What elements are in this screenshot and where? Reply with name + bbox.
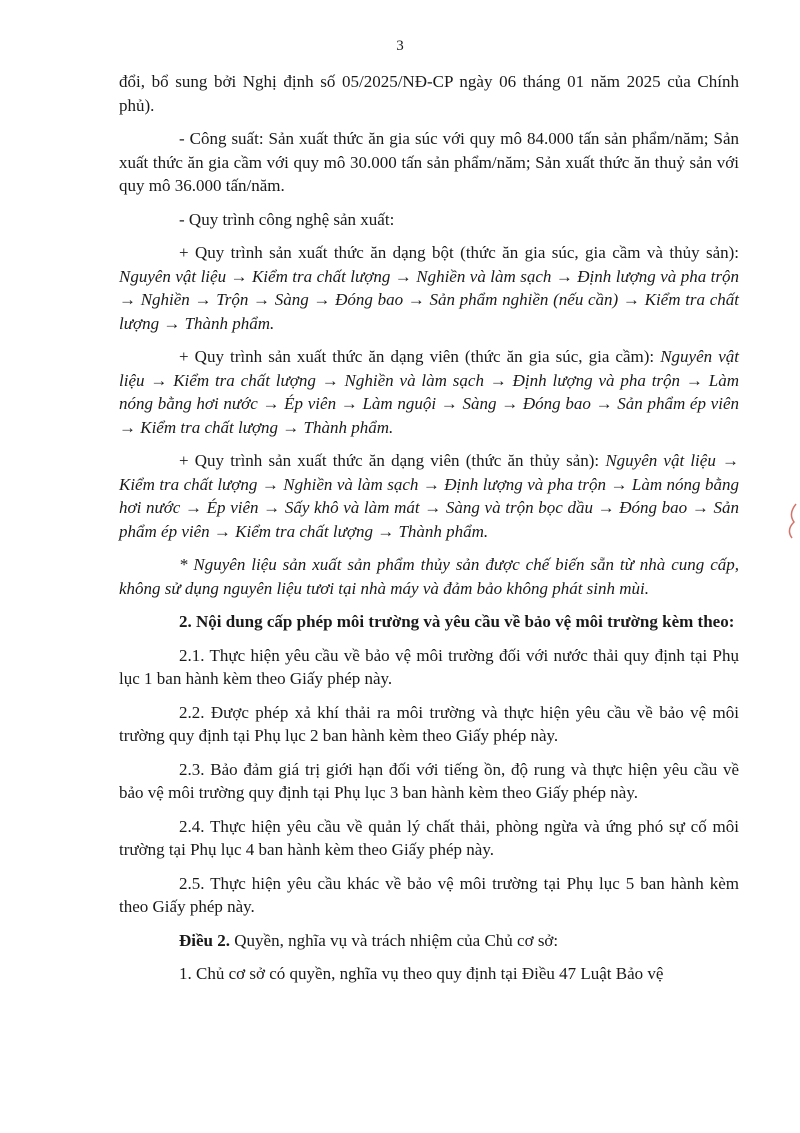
stamp-edge-mark (784, 500, 798, 540)
paragraph-material-note: * Nguyên liệu sản xuất sản phẩm thủy sản được chế biến sẵn từ nhà cung cấp, không sử dụng nguyên liệu tươi tại nhà máy và đảm bảo không phát sinh mùi. (119, 555, 739, 598)
section-2-1: 2.1. Thực hiện yêu cầu về bảo vệ môi trường đối với nước thải quy định tại Phụ lục 1 ban hành kèm theo Giấy phép này. (119, 645, 739, 688)
article-2-heading (119, 929, 739, 953)
section-2-2: 2.2. Được phép xả khí thải ra môi trường và thực hiện yêu cầu về bảo vệ môi trường quy định tại Phụ lục 2 ban hành kèm theo Giấy phép này. (119, 702, 739, 745)
paragraph-process-heading: - Quy trình công nghệ sản xuất: (179, 209, 395, 229)
paragraph-powder-process (119, 241, 739, 335)
powder-process-lead: + Quy trình sản xuất thức ăn dạng bột (thức ăn gia súc, gia cầm và thủy sản): (179, 243, 739, 262)
document-body (119, 70, 739, 996)
section-2-5: 2.5. Thực hiện yêu cầu khác về bảo vệ môi trường tại Phụ lục 5 ban hành kèm theo Giấy phép này. (119, 873, 739, 916)
paragraph-pellet-livestock-process (119, 345, 739, 439)
section-2-3: 2.3. Bảo đảm giá trị giới hạn đối với tiếng ồn, độ rung và thực hiện yêu cầu về bảo vệ môi trường quy định tại Phụ lục 3 ban hành kèm theo Giấy phép này. (119, 759, 739, 802)
article-2-label: Điều 2. (179, 930, 230, 950)
powder-process-flow: Nguyên vật liệu → Kiểm tra chất lượng → Nghiền và làm sạch → Định lượng và pha trộn → Nghiền → Trộn → Sàng → Đóng bao → Sản phẩm nghiền (nếu cần) → Kiểm tra chất lượng → Thành phẩm. (119, 266, 739, 333)
pellet-livestock-lead: + Quy trình sản xuất thức ăn dạng viên (thức ăn gia súc, gia cầm): (179, 347, 661, 366)
section-2-4: 2.4. Thực hiện yêu cầu về quản lý chất thải, phòng ngừa và ứng phó sự cố môi trường tại Phụ lục 4 ban hành kèm theo Giấy phép này. (119, 816, 739, 859)
paragraph-pellet-aquatic-process (119, 449, 739, 543)
paragraph-capacity: - Công suất: Sản xuất thức ăn gia súc với quy mô 84.000 tấn sản phẩm/năm; Sản xuất thức ăn gia cầm với quy mô 30.000 tấn sản phẩm/năm; Sản xuất thức ăn thuỷ sản với quy mô 36.000 tấn/năm. (119, 129, 739, 195)
section-heading-2: 2. Nội dung cấp phép môi trường và yêu cầu về bảo vệ môi trường kèm theo: (179, 612, 735, 631)
pellet-livestock-flow: Nguyên vật liệu → Kiểm tra chất lượng → Nghiền và làm sạch → Định lượng và pha trộn → Làm nóng bằng hơi nước → Ép viên → Làm nguội → Sàng → Đóng bao → Sản phẩm ép viên → Kiểm tra chất lượng → Thành phẩm. (119, 347, 739, 437)
paragraph-continuation: đổi, bổ sung bởi Nghị định số 05/2025/NĐ-CP ngày 06 tháng 01 năm 2025 của Chính phủ). (119, 72, 739, 115)
article-2-clause-1: 1. Chủ cơ sở có quyền, nghĩa vụ theo quy định tại Điều 47 Luật Bảo vệ (179, 964, 664, 983)
pellet-aquatic-flow: Nguyên vật liệu → Kiểm tra chất lượng → Nghiền và làm sạch → Định lượng và pha trộn → Làm nóng bằng hơi nước → Ép viên → Sấy khô và làm mát → Sàng và trộn bọc dầu → Đóng bao → Sản phẩm ép viên → Kiểm tra chất lượng → Thành phẩm. (119, 451, 739, 541)
article-2-title: Quyền, nghĩa vụ và trách nhiệm của Chủ cơ sở: (230, 930, 559, 950)
pellet-aquatic-lead: + Quy trình sản xuất thức ăn dạng viên (thức ăn thủy sản): (179, 451, 606, 470)
page-number: 3 (396, 38, 404, 54)
